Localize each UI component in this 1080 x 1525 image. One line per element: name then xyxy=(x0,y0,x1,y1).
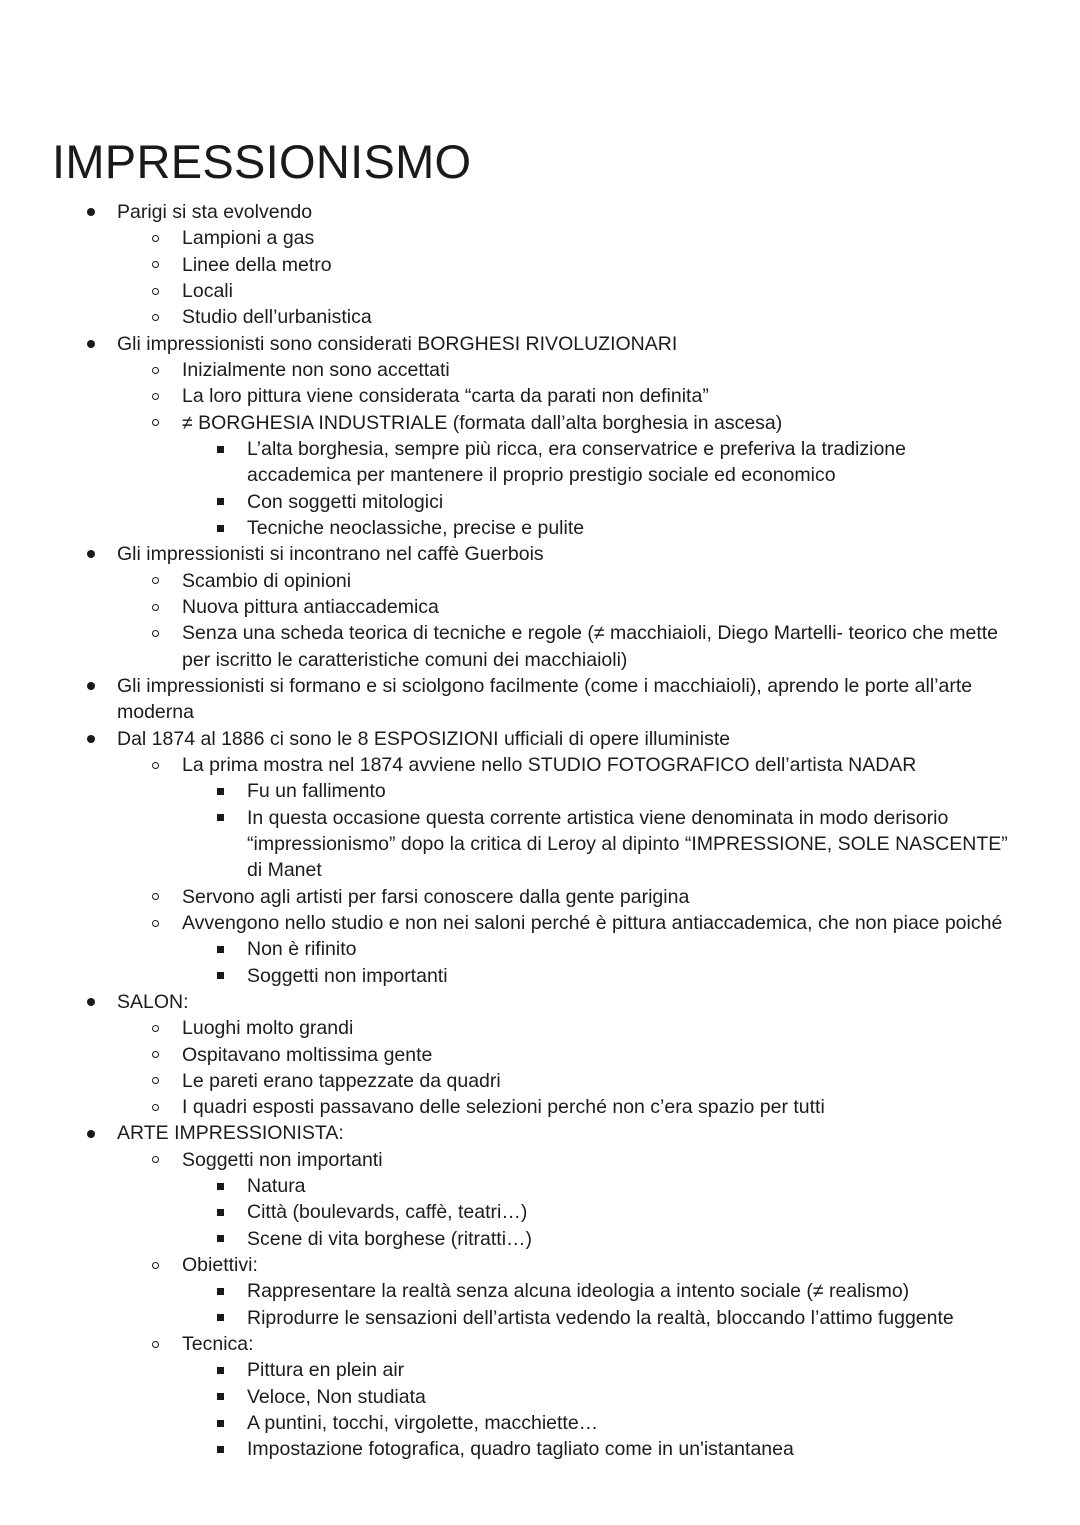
bullet-square-icon xyxy=(214,963,226,989)
bullet-disc-icon xyxy=(85,541,97,567)
bullet-circle-icon xyxy=(149,752,161,778)
list-item-text: Scambio di opinioni xyxy=(182,569,352,592)
list-item-text: Avvengono nello studio e non nei saloni perché è pittura antiaccademica, che non piace poiché xyxy=(182,911,1003,934)
list-item-continuation xyxy=(0,857,1080,883)
list-item xyxy=(0,1173,1080,1199)
list-item xyxy=(0,1015,1080,1041)
bullet-square-icon xyxy=(214,489,226,515)
list-item xyxy=(0,436,1080,462)
list-item-text: Riprodurre le sensazioni dell’artista vedendo la realtà, bloccando l’attimo fuggente xyxy=(247,1306,954,1329)
bullet-circle-icon xyxy=(149,225,161,251)
list-item-text: Soggetti non importanti xyxy=(247,964,448,987)
bullet-square-icon xyxy=(214,778,226,804)
list-item-text: Pittura en plein air xyxy=(247,1359,405,1382)
bullet-circle-icon xyxy=(149,594,161,620)
bullet-circle-icon xyxy=(149,304,161,330)
bullet-square-icon xyxy=(214,1199,226,1225)
bullet-square-icon xyxy=(214,1226,226,1252)
list-item xyxy=(0,1042,1080,1068)
list-item-text: Gli impressionisti si incontrano nel caffè Guerbois xyxy=(117,543,544,566)
list-item-text: Linee della metro xyxy=(182,253,332,276)
list-item-text: Studio dell’urbanistica xyxy=(182,306,372,329)
bullet-circle-icon xyxy=(149,910,161,936)
list-item xyxy=(0,1410,1080,1436)
list-item xyxy=(0,884,1080,910)
list-item-text: Dal 1874 al 1886 ci sono le 8 ESPOSIZIONI ufficiali di opere illuministe xyxy=(117,727,731,750)
bullet-circle-icon xyxy=(149,1042,161,1068)
list-item-text: ARTE IMPRESSIONISTA: xyxy=(117,1122,344,1145)
list-item xyxy=(0,331,1080,357)
list-item xyxy=(0,989,1080,1015)
bullet-square-icon xyxy=(214,805,226,831)
bullet-circle-icon xyxy=(149,383,161,409)
bullet-circle-icon xyxy=(149,410,161,436)
list-item-text: Natura xyxy=(247,1175,306,1198)
list-item-text: “impressionismo” dopo la critica di Leroy al dipinto “IMPRESSIONE, SOLE NASCENTE” xyxy=(247,832,1008,855)
list-item-text: Soggetti non importanti xyxy=(182,1148,383,1171)
list-item xyxy=(0,225,1080,251)
list-item-text: SALON: xyxy=(117,990,189,1013)
list-item-text: I quadri esposti passavano delle selezioni perché non c’era spazio per tutti xyxy=(182,1096,825,1119)
list-item xyxy=(0,1331,1080,1357)
list-item xyxy=(0,1278,1080,1304)
bullet-disc-icon xyxy=(85,199,97,225)
list-item-text: moderna xyxy=(117,701,194,724)
list-item-text: Scene di vita borghese (ritratti…) xyxy=(247,1227,533,1250)
list-item xyxy=(0,1436,1080,1462)
list-item xyxy=(0,1147,1080,1173)
list-item-text: Parigi si sta evolvendo xyxy=(117,201,313,223)
bullet-circle-icon xyxy=(149,884,161,910)
list-item-text: La loro pittura viene considerata “carta da parati non definita” xyxy=(182,385,709,408)
list-item xyxy=(0,515,1080,541)
list-item-text: Obiettivi: xyxy=(182,1254,258,1277)
list-item-text: In questa occasione questa corrente artistica viene denominata in modo derisorio xyxy=(247,806,949,829)
bullet-list xyxy=(0,199,1080,1463)
bullet-disc-icon xyxy=(85,331,97,357)
list-item xyxy=(0,1094,1080,1120)
bullet-circle-icon xyxy=(149,357,161,383)
list-item xyxy=(0,594,1080,620)
list-item-continuation xyxy=(0,647,1080,673)
list-item xyxy=(0,673,1080,699)
bullet-circle-icon xyxy=(149,620,161,646)
list-item-text: Non è rifinito xyxy=(247,938,357,961)
list-item-text: Fu un fallimento xyxy=(247,780,386,803)
list-item-text: Gli impressionisti sono considerati BORGHESI RIVOLUZIONARI xyxy=(117,332,678,355)
list-item xyxy=(0,805,1080,831)
list-item xyxy=(0,752,1080,778)
list-item-text: Locali xyxy=(182,279,233,302)
list-item xyxy=(0,620,1080,646)
list-item xyxy=(0,383,1080,409)
bullet-square-icon xyxy=(214,1357,226,1383)
list-item-text: Luoghi molto grandi xyxy=(182,1017,354,1040)
list-item xyxy=(0,357,1080,383)
list-item xyxy=(0,1357,1080,1383)
list-item xyxy=(0,541,1080,567)
bullet-square-icon xyxy=(214,1173,226,1199)
list-item-text: Gli impressionisti si formano e si sciolgono facilmente (come i macchiaioli), aprendo le porte all’arte xyxy=(117,674,973,697)
list-item xyxy=(0,489,1080,515)
bullet-disc-icon xyxy=(85,673,97,699)
list-item-continuation xyxy=(0,462,1080,488)
list-item-text: Con soggetti mitologici xyxy=(247,490,444,513)
bullet-square-icon xyxy=(214,515,226,541)
bullet-square-icon xyxy=(214,1305,226,1331)
list-item-text: Servono agli artisti per farsi conoscere dalla gente parigina xyxy=(182,885,690,908)
bullet-circle-icon xyxy=(149,252,161,278)
list-item-text: La prima mostra nel 1874 avviene nello STUDIO FOTOGRAFICO dell’artista NADAR xyxy=(182,753,917,776)
list-item xyxy=(0,963,1080,989)
list-item xyxy=(0,1120,1080,1146)
list-item-text: accademica per mantenere il proprio prestigio sociale ed economico xyxy=(247,464,836,487)
bullet-circle-icon xyxy=(149,1252,161,1278)
list-item-text: Città (boulevards, caffè, teatri…) xyxy=(247,1201,528,1224)
list-item xyxy=(0,1305,1080,1331)
list-item-text: Veloce, Non studiata xyxy=(247,1385,426,1408)
list-item-text: per iscritto le caratteristiche comuni dei macchiaioli) xyxy=(182,648,628,671)
list-item-text: Lampioni a gas xyxy=(182,227,315,250)
bullet-disc-icon xyxy=(85,989,97,1015)
bullet-disc-icon xyxy=(85,1120,97,1146)
bullet-circle-icon xyxy=(149,568,161,594)
list-item-text: Tecniche neoclassiche, precise e pulite xyxy=(247,516,585,539)
bullet-circle-icon xyxy=(149,1147,161,1173)
bullet-square-icon xyxy=(214,436,226,462)
list-item xyxy=(0,410,1080,436)
list-item-text: di Manet xyxy=(247,859,322,882)
bullet-circle-icon xyxy=(149,1331,161,1357)
list-item xyxy=(0,252,1080,278)
list-item xyxy=(0,1252,1080,1278)
list-item-text: Nuova pittura antiaccademica xyxy=(182,595,439,618)
list-item xyxy=(0,568,1080,594)
list-item-text: Le pareti erano tappezzate da quadri xyxy=(182,1069,501,1092)
list-item xyxy=(0,910,1080,936)
list-item-text: Rappresentare la realtà senza alcuna ideologia a intento sociale (≠ realismo) xyxy=(247,1280,910,1303)
list-item-text: Inizialmente non sono accettati xyxy=(182,358,450,381)
list-item xyxy=(0,1068,1080,1094)
list-item xyxy=(0,1199,1080,1225)
list-item xyxy=(0,1384,1080,1410)
list-item-continuation xyxy=(0,699,1080,725)
list-item-text: Ospitavano moltissima gente xyxy=(182,1043,433,1066)
bullet-square-icon xyxy=(214,1436,226,1462)
bullet-square-icon xyxy=(214,936,226,962)
list-item xyxy=(0,278,1080,304)
list-item xyxy=(0,778,1080,804)
bullet-square-icon xyxy=(214,1384,226,1410)
list-item xyxy=(0,199,1080,225)
bullet-circle-icon xyxy=(149,1094,161,1120)
list-item-text: A puntini, tocchi, virgolette, macchiette… xyxy=(247,1412,599,1435)
list-item-text: Senza una scheda teorica di tecniche e regole (≠ macchiaioli, Diego Martelli- teorico che mette xyxy=(182,622,999,645)
bullet-square-icon xyxy=(214,1278,226,1304)
list-item xyxy=(0,936,1080,962)
list-item xyxy=(0,1226,1080,1252)
list-item-text: ≠ BORGHESIA INDUSTRIALE (formata dall’alta borghesia in ascesa) xyxy=(182,411,783,434)
list-item-text: Impostazione fotografica, quadro tagliato come in un'istantanea xyxy=(247,1438,794,1461)
list-item-text: L’alta borghesia, sempre più ricca, era conservatrice e preferiva la tradizione xyxy=(247,437,907,460)
bullet-circle-icon xyxy=(149,278,161,304)
bullet-disc-icon xyxy=(85,726,97,752)
bullet-square-icon xyxy=(214,1410,226,1436)
bullet-circle-icon xyxy=(149,1015,161,1041)
list-item-continuation xyxy=(0,831,1080,857)
list-item xyxy=(0,304,1080,330)
page-title: IMPRESSIONISMO xyxy=(52,135,472,188)
bullet-circle-icon xyxy=(149,1068,161,1094)
list-item-text: Tecnica: xyxy=(182,1333,254,1356)
list-item xyxy=(0,726,1080,752)
